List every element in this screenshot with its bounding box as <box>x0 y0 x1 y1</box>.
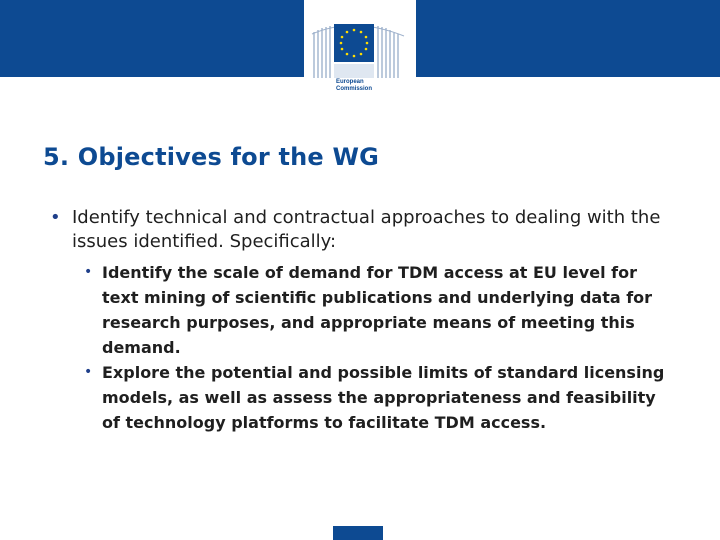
european-commission-logo <box>304 0 416 103</box>
bullet-dot-icon: • <box>84 264 93 280</box>
commission-building-icon <box>310 20 410 78</box>
logo-line-2: Commission <box>336 86 373 92</box>
sub-bullet-text: Identify the scale of demand for TDM access at EU level for text mining of scientific publications and underlying data for research purposes, and appropriate means of meeting this demand. <box>102 263 653 357</box>
sub-bullet-list <box>80 260 670 435</box>
bullet-dot-icon: • <box>50 207 61 228</box>
slide-title: 5. Objectives for the WG <box>43 143 380 171</box>
sub-bullet-item <box>80 360 670 435</box>
sub-bullet-item <box>80 260 670 360</box>
logo-line-1: European <box>336 79 364 85</box>
footer-bar <box>333 526 383 540</box>
bullet-list <box>46 206 686 435</box>
logo-wordmark <box>336 79 372 93</box>
sub-bullet-text: Explore the potential and possible limits of standard licensing models, as well as assess the appropriateness and feasibility of technology platforms to facilitate TDM access. <box>102 363 665 432</box>
bullet-text: Identify technical and contractual approaches to dealing with the issues identified. Specifically: <box>72 207 661 252</box>
bullet-dot-icon: • <box>84 364 93 380</box>
bullet-item <box>46 206 686 435</box>
